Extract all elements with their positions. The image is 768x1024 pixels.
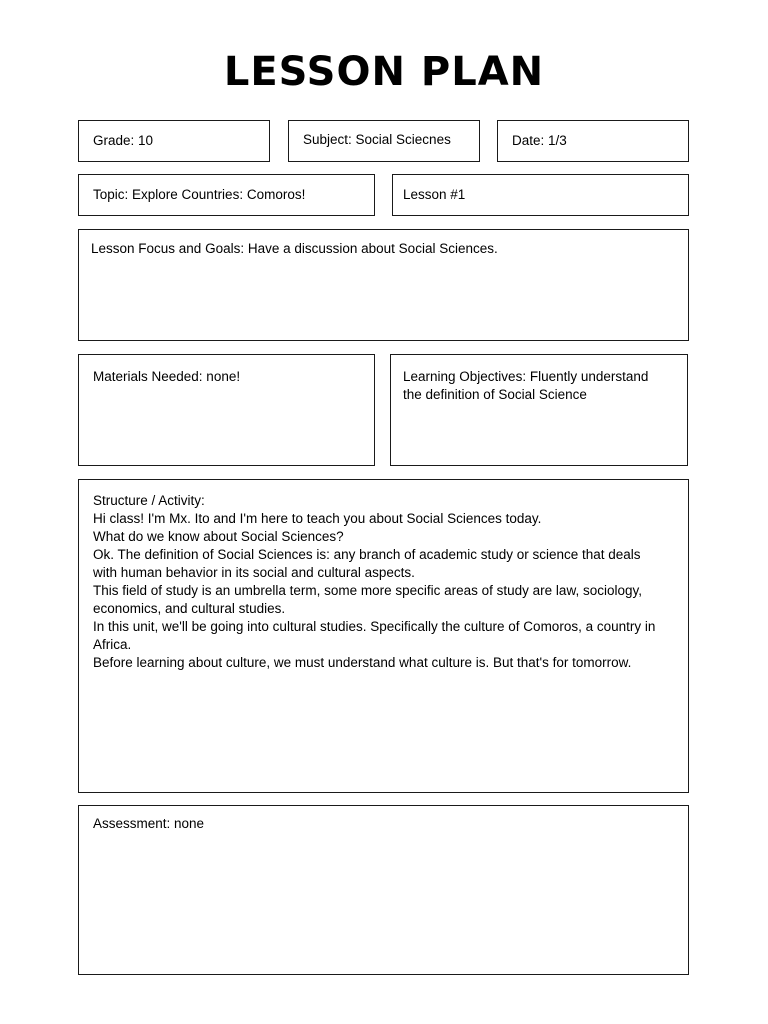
assessment-text: Assessment: none [93, 816, 205, 831]
structure-line: This field of study is an umbrella term, some more specific areas of study are law, sociology, economics, and cultural studies. [93, 583, 642, 616]
grade-text: Grade: 10 [93, 133, 154, 148]
assessment-box [78, 805, 689, 975]
lesson-number-text: Lesson #1 [403, 187, 466, 202]
structure-line: In this unit, we'll be going into cultural studies. Specifically the culture of Comoros, a country in Africa. [93, 619, 656, 652]
objectives-text: Learning Objectives: Fluently understand the definition of Social Science [403, 369, 649, 402]
structure-content [93, 492, 668, 672]
lesson-number-box [392, 174, 689, 216]
structure-heading: Structure / Activity: [93, 493, 205, 508]
materials-text: Materials Needed: none! [93, 369, 241, 384]
structure-line: Ok. The definition of Social Sciences is: any branch of academic study or science that deals with human behavior in its social and cultural aspects. [93, 547, 641, 580]
date-box [497, 120, 689, 162]
structure-box [78, 479, 689, 793]
objectives-box [390, 354, 688, 466]
grade-box [78, 120, 270, 162]
date-text: Date: 1/3 [512, 133, 567, 148]
structure-line: Before learning about culture, we must understand what culture is. But that's for tomorrow. [93, 655, 632, 670]
focus-box [78, 229, 689, 341]
materials-box [78, 354, 375, 466]
structure-line: What do we know about Social Sciences? [93, 529, 344, 544]
page-title: LESSON PLAN [223, 49, 545, 95]
subject-box [288, 120, 480, 162]
topic-box [78, 174, 375, 216]
subject-text: Subject: Social Sciecnes [303, 132, 451, 147]
topic-text: Topic: Explore Countries: Comoros! [93, 187, 306, 202]
focus-text: Lesson Focus and Goals: Have a discussion about Social Sciences. [91, 241, 498, 256]
structure-line: Hi class! I'm Mx. Ito and I'm here to teach you about Social Sciences today. [93, 511, 542, 526]
